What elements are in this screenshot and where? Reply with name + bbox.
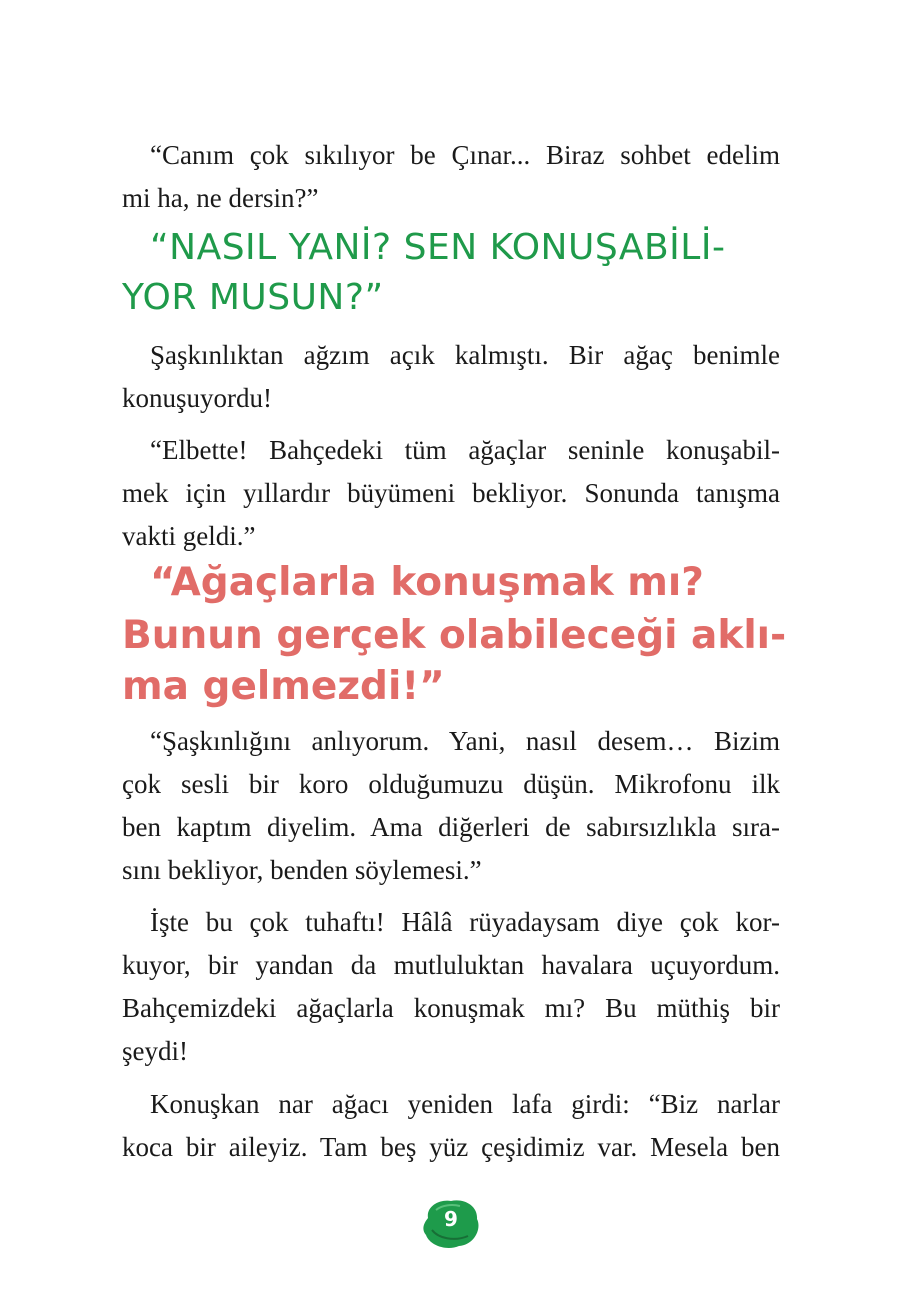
paragraph-line: İşte bu çok tuhaftı! Hâlâ rüyadaysam diye çok kor- xyxy=(150,907,780,937)
paragraph-line: mi ha, ne dersin?” xyxy=(122,183,319,213)
paragraph-line: “Canım çok sıkılıyor be Çınar... Biraz sohbet edelim xyxy=(150,140,780,170)
paragraph-line: Bahçemizdeki ağaçlarla konuşmak mı? Bu müthiş bir xyxy=(122,993,780,1023)
paragraph-line: vakti geldi.” xyxy=(122,521,256,551)
red-callout-line: ma gelmezdi!” xyxy=(122,664,445,709)
paragraph-line: Konuşkan nar ağacı yeniden lafa girdi: “Biz narlar xyxy=(150,1089,780,1119)
green-callout-line: YOR MUSUN?” xyxy=(122,277,384,318)
paragraph-line: “Şaşkınlığını anlıyorum. Yani, nasıl desem… Bizim xyxy=(150,726,780,756)
paragraph-line: “Elbette! Bahçedeki tüm ağaçlar seninle konuşabil- xyxy=(150,435,780,465)
paragraph-line: konuşuyordu! xyxy=(122,383,272,413)
paragraph-line: çok sesli bir koro olduğumuzu düşün. Mikrofonu ilk xyxy=(122,769,780,799)
red-callout-line: Bunun gerçek olabileceği aklı- xyxy=(122,613,787,658)
paragraph-line: kuyor, bir yandan da mutluluktan havalara uçuyordum. xyxy=(122,950,780,980)
paragraph-line: Şaşkınlıktan ağzım açık kalmıştı. Bir ağaç benimle xyxy=(150,340,780,370)
page-number: 9 xyxy=(444,1207,458,1231)
paragraph-line: sını bekliyor, benden söylemesi.” xyxy=(122,855,482,885)
paragraph-line: koca bir aileyiz. Tam beş yüz çeşidimiz var. Mesela ben xyxy=(122,1132,780,1162)
paragraph-line: mek için yıllardır büyümeni bekliyor. Sonunda tanışma xyxy=(122,478,780,508)
page-number-badge xyxy=(420,1196,482,1250)
paragraph-line: şeydi! xyxy=(122,1036,188,1066)
green-callout-line: “NASIL YANİ? SEN KONUŞABİLİ- xyxy=(150,227,726,268)
paragraph-line: ben kaptım diyelim. Ama diğerleri de sabırsızlıkla sıra- xyxy=(122,812,780,842)
red-callout-line: “Ağaçlarla konuşmak mı? xyxy=(150,560,704,605)
